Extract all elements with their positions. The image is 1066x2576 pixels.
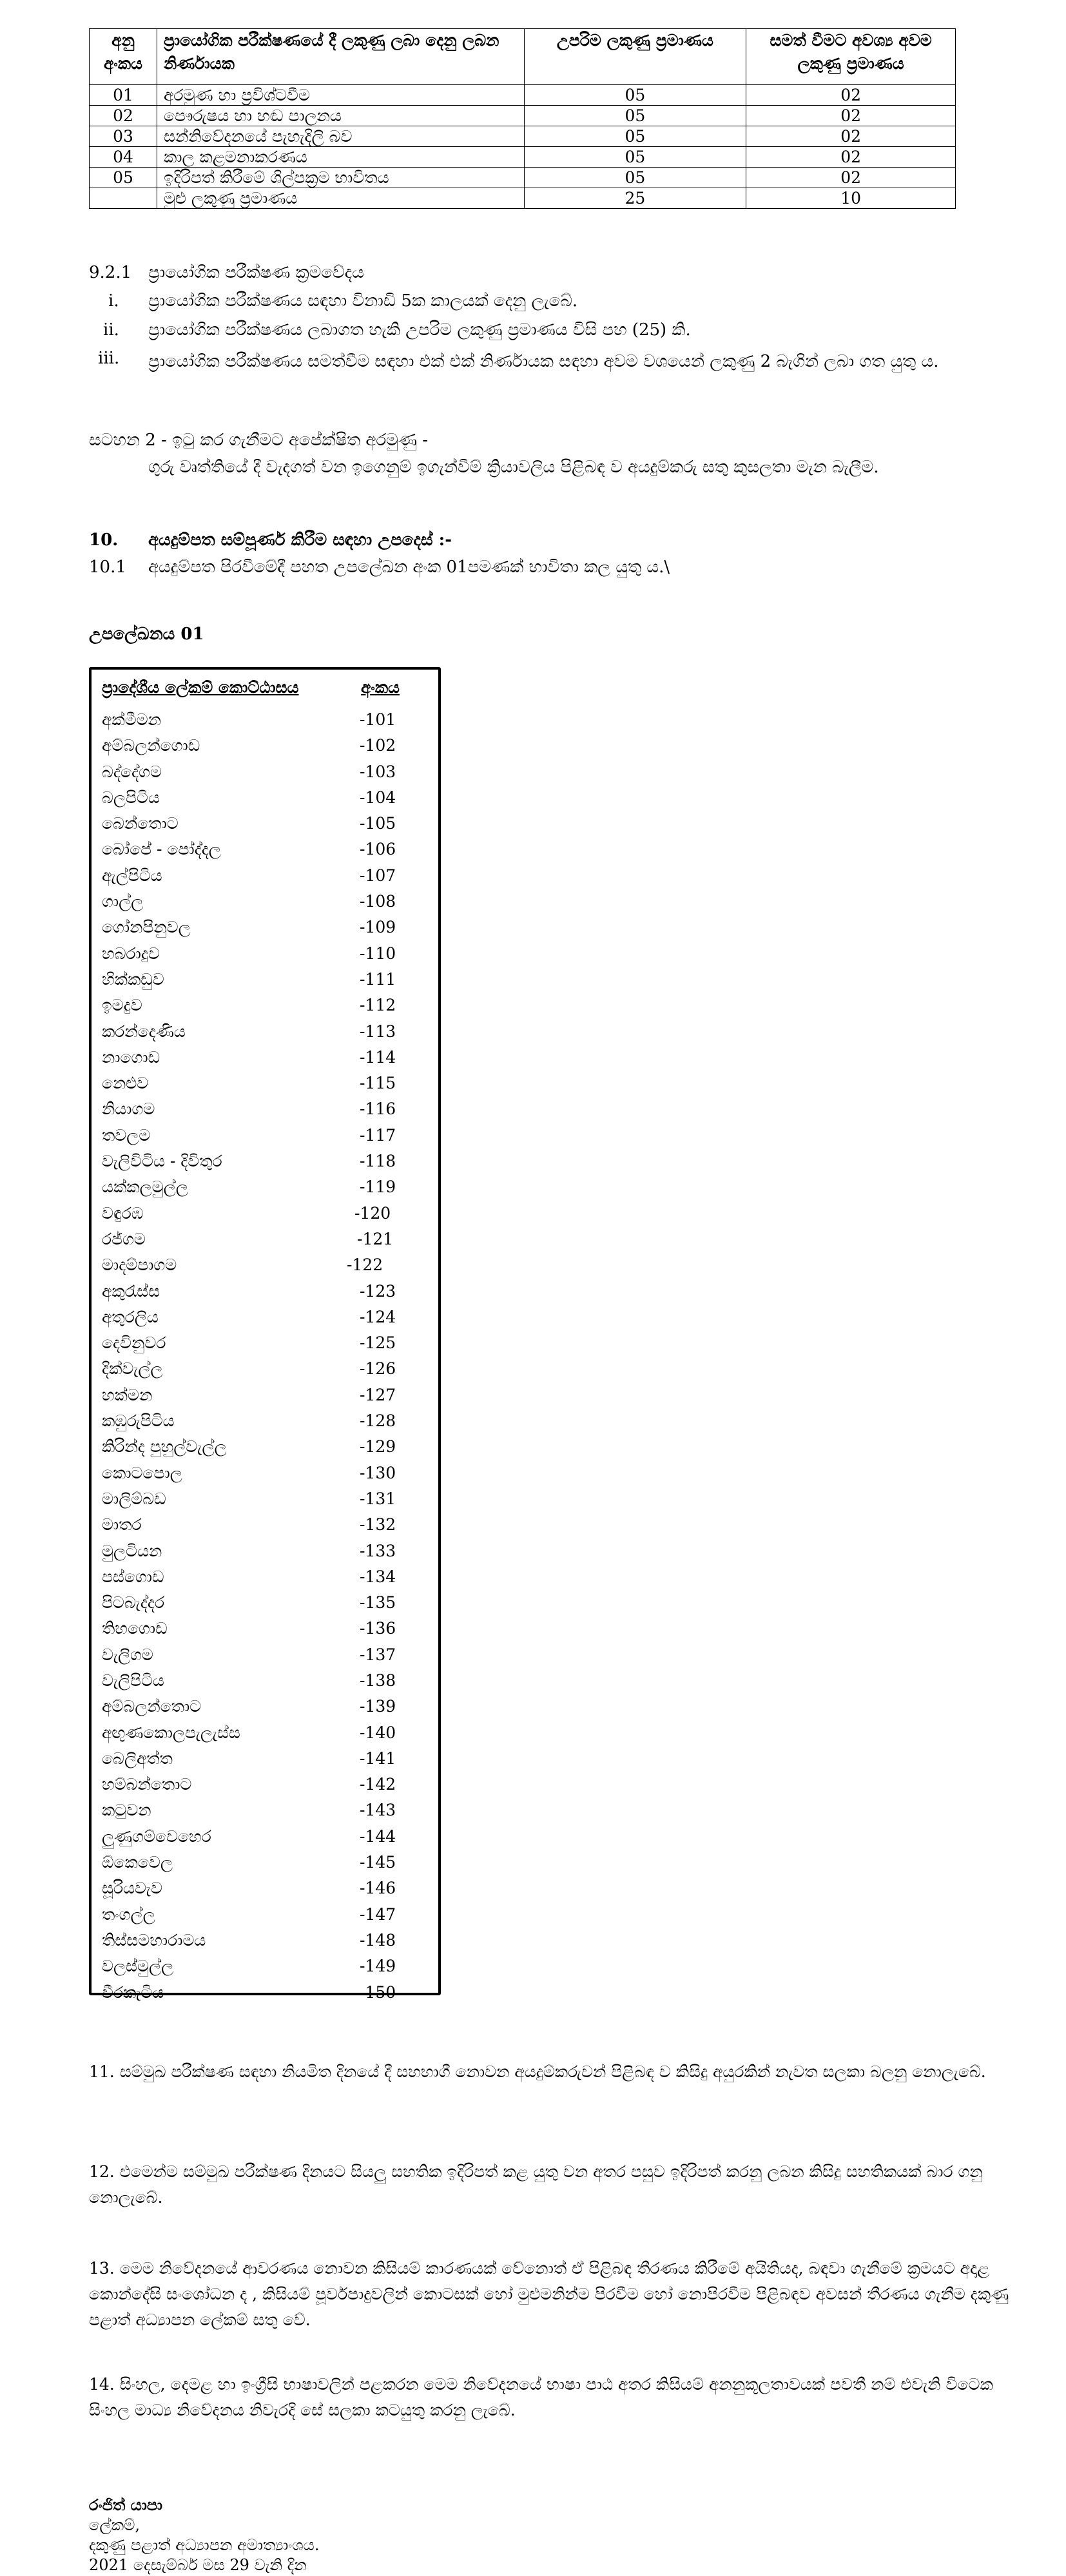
division-name: අම්බලන්ගොඩ — [102, 736, 200, 755]
appendix-row — [102, 1123, 437, 1148]
appendix-list — [102, 707, 437, 2006]
division-code: -114 — [360, 1047, 396, 1067]
appendix-row — [102, 811, 437, 837]
division-name: යක්කලමුල්ල — [102, 1177, 188, 1197]
division-code: -107 — [360, 866, 396, 885]
list-item-text: ප්‍රායෝගික පරීක්ෂණය සමත්වීම සඳහා එක් එක් නිර්ණායක සඳහා අවම වශයෙන් ලකුණු 2 බැගින් ලබා ගත යුතු ය. — [148, 352, 939, 371]
cell-min: 02 — [746, 168, 956, 188]
division-code: -140 — [360, 1723, 396, 1742]
section-921-heading: ප්‍රායෝගික පරීක්ෂණ ක්‍රමවේදය — [148, 263, 365, 282]
division-code: -126 — [360, 1359, 396, 1379]
appendix-row — [102, 1434, 437, 1460]
cell-criterion: අරමුණ හා ප්‍රවිශ්ටවීම — [157, 85, 524, 106]
cell-max: 05 — [524, 147, 746, 168]
appendix-row — [102, 1096, 437, 1122]
table-header-row — [90, 29, 956, 85]
division-code: -129 — [360, 1437, 396, 1457]
appendix-row — [102, 1980, 437, 2006]
division-name: තංගල්ල — [102, 1904, 155, 1924]
col-header-no: අනු අංකය — [90, 29, 157, 85]
appendix-row — [102, 1382, 437, 1408]
appendix-row — [102, 1902, 437, 1928]
division-code: -135 — [360, 1593, 396, 1612]
cell-no: 03 — [90, 126, 157, 147]
division-name: කඹුරුපිටිය — [102, 1411, 175, 1431]
cell-criterion: කාල කළමනාකරණය — [157, 147, 524, 168]
division-name: බෙන්තොට — [102, 814, 179, 833]
division-code: -109 — [360, 918, 396, 937]
division-code: -119 — [360, 1177, 396, 1197]
division-name: තිස්සමහාරාමය — [102, 1930, 206, 1950]
appendix-row — [102, 1330, 437, 1356]
appendix-row — [102, 707, 437, 733]
division-name: අඟුණකොලපැලැස්ස — [102, 1723, 240, 1742]
division-name: හික්කඩුව — [102, 969, 164, 989]
cell-min: 02 — [746, 106, 956, 126]
division-code: -104 — [360, 788, 396, 807]
appendix-row — [102, 1408, 437, 1434]
division-name: ඉමදුව — [102, 996, 142, 1015]
division-code: -118 — [360, 1152, 396, 1171]
division-code: -112 — [360, 996, 396, 1015]
appendix-row — [102, 1512, 437, 1538]
division-name: බෙලිඅත්ත — [102, 1748, 173, 1768]
appendix-row — [102, 837, 437, 862]
division-name: වැලිපිටිය — [102, 1671, 164, 1690]
appendix-row — [102, 759, 437, 785]
division-code: -150 — [360, 1982, 396, 2002]
appendix-row — [102, 1772, 437, 1797]
criteria-table — [89, 28, 956, 209]
division-code: -130 — [360, 1463, 396, 1482]
appendix-row — [102, 1226, 437, 1252]
division-code: -131 — [360, 1489, 396, 1508]
division-name: ගෝනපිනුවල — [102, 918, 191, 937]
section-101-text: අයදුම්පත පිරවීමේදී පහත උපලේඛන අංක 01පමණක් භාවිතා කල යුතු ය.\ — [148, 557, 670, 577]
section-10-number: 10. — [89, 530, 119, 550]
division-name: මාදම්පාගම — [102, 1255, 177, 1275]
appendix-row — [102, 1019, 437, 1045]
division-name: ඇල්පිටිය — [102, 866, 162, 885]
division-name: තිහගොඩ — [102, 1619, 168, 1638]
division-code: -148 — [360, 1930, 396, 1950]
appendix-row — [102, 863, 437, 889]
paragraph-14: 14. සිංහල, දෙමළ හා ඉංග්‍රීසි භාෂාවලින් පළකරන මෙම නිවේදනයේ භාෂා පාඨ අතර කිසියම් අනනුකූලතාවයක් පවතී නම් එවැනි විටෙක සිංහල මාධ්‍ය නිවේදනය නිවැරදි සේ සලකා කටයුතු කරනු ලැබේ. — [89, 2375, 993, 2419]
appendix-row — [102, 1668, 437, 1694]
division-code: -125 — [360, 1333, 396, 1353]
cell-max: 05 — [524, 126, 746, 147]
division-code: -108 — [360, 892, 396, 911]
division-name: ගාල්ල — [102, 892, 144, 911]
division-name: මුලටියන — [102, 1541, 162, 1560]
appendix-row — [102, 1564, 437, 1590]
appendix-row — [102, 1252, 437, 1278]
paragraph-13: 13. මෙම නිවේදනයේ ආවරණය නොවන කිසියම් කාරණයක් වේනොත් ඒ පිළිබඳ තීරණය කිරීමේ අයිතියද, බඳවා ගැනීමේ ක්‍රමයට අදාළ කොන්දේසි සංශෝධන ද , කිසියම් පූර්වපාදුවලින් කොටසක් හෝ මුළුමනින්ම පිරවීම හෝ නොපිරවීම පිළිබඳව අවසන් තීරණය ගැනීම දකුණු පළාත් අධ්‍යාපන ලේකම් සතු වේ. — [89, 2259, 1009, 2329]
cell-min: 10 — [746, 188, 956, 209]
list-item-text: ප්‍රායෝගික පරීක්ෂණය සඳහා විනාඩි 5ක කාලයක් දෙනු ලැබේ. — [148, 291, 578, 311]
cell-criterion: මුළු ලකුණු ප්‍රමාණය — [157, 188, 524, 209]
stage2-title: සටහන 2 - ඉටු කර ගැනීමට අපේක්ෂිත අරමුණු - — [89, 431, 429, 450]
cell-max: 25 — [524, 188, 746, 209]
appendix-row — [102, 1045, 437, 1070]
division-code: -141 — [360, 1748, 396, 1768]
table-total-row — [90, 188, 956, 209]
appendix-row — [102, 1148, 437, 1174]
division-code: -106 — [360, 840, 396, 859]
division-name: හබරාදුව — [102, 944, 160, 963]
division-name: කරන්දෙණිය — [102, 1022, 186, 1041]
signature-date: 2021 දෙසැම්බර් මස 29 වැනි දින — [89, 2556, 307, 2574]
list-item-text: ප්‍රායෝගික පරීක්ෂණය ලබාගත හැකි උපරිම ලකුණු ප්‍රමාණය විසි පහ (25) කි. — [148, 320, 691, 340]
appendix-row — [102, 993, 437, 1018]
division-name: වඳුරඹ — [102, 1203, 144, 1223]
appendix-row — [102, 1279, 437, 1304]
appendix-row — [102, 1070, 437, 1096]
division-name: නෙළුව — [102, 1074, 149, 1093]
appendix-row — [102, 1797, 437, 1823]
col-header-min: සමත් වීමට අවශ්‍ය අවම ලකුණු ප්‍රමාණය — [746, 29, 956, 85]
division-name: කිරින්ද පුහුල්වැල්ල — [102, 1437, 227, 1457]
cell-no: 02 — [90, 106, 157, 126]
division-name: වැලිවිටිය - දිවිතුර — [102, 1152, 222, 1171]
appendix-row — [102, 1850, 437, 1875]
division-code: -102 — [360, 736, 396, 755]
division-name: අම්බලන්තොට — [102, 1697, 202, 1716]
division-code: -142 — [360, 1775, 396, 1794]
division-code: -124 — [360, 1307, 396, 1326]
cell-min: 02 — [746, 85, 956, 106]
division-name: දෙවිනුවර — [102, 1333, 166, 1353]
division-name: කොටපොල — [102, 1463, 182, 1482]
division-code: -115 — [360, 1074, 396, 1093]
list-item-number: i. — [108, 291, 119, 311]
appendix-row — [102, 1538, 437, 1564]
division-code: -134 — [360, 1567, 396, 1586]
appendix-row — [102, 1356, 437, 1382]
division-name: අක්මීමන — [102, 710, 161, 729]
appendix-row — [102, 1694, 437, 1719]
division-name: හක්මන — [102, 1385, 153, 1404]
appendix-row — [102, 1953, 437, 1979]
appendix-row — [102, 1486, 437, 1512]
cell-min: 02 — [746, 126, 956, 147]
division-name: වැලිගම — [102, 1645, 153, 1664]
division-name: නියාගම — [102, 1099, 155, 1119]
division-code: -111 — [360, 969, 396, 989]
appendix-col-code-header: අංකය — [361, 678, 400, 697]
division-code: -113 — [360, 1022, 396, 1041]
division-name: බෝපේ - පෝද්දල — [102, 840, 221, 859]
division-name: කටුවන — [102, 1801, 151, 1820]
appendix-row — [102, 1928, 437, 1953]
division-code: -122 — [347, 1255, 383, 1275]
division-name: වීරකැටිය — [102, 1982, 164, 2002]
division-name: පස්ගොඩ — [102, 1567, 164, 1586]
cell-max: 05 — [524, 106, 746, 126]
division-code: -117 — [360, 1125, 396, 1145]
signature-org: දකුණු පළාත් අධ්‍යාපන අමාත්‍යාංශය. — [89, 2536, 320, 2554]
division-name: අතුරලිය — [102, 1307, 159, 1326]
appendix-row — [102, 1174, 437, 1200]
appendix-col-name-header: ප්‍රාදේශීය ලේකම් කොට්ඨාසය — [102, 678, 299, 697]
division-code: -132 — [360, 1515, 396, 1535]
appendix-row — [102, 1201, 437, 1226]
division-code: -144 — [360, 1826, 396, 1846]
cell-no: 01 — [90, 85, 157, 106]
table-row — [90, 106, 956, 126]
paragraph-12: 12. එමෙන්ම සම්මුඛ පරීක්ෂණ දිනයට සියලු සහතික ඉදිරිපත් කළ යුතු වන අතර පසුව ඉදිරිපත් කරනු ලබන කිසිදු සහතිකයක් බාර ගනු නොලැබේ. — [89, 2162, 983, 2207]
division-code: -123 — [360, 1281, 396, 1301]
appendix-row — [102, 1304, 437, 1330]
table-row — [90, 147, 956, 168]
division-code: -121 — [357, 1229, 394, 1248]
appendix-row — [102, 1642, 437, 1668]
division-name: බද්දේගම — [102, 762, 162, 781]
cell-criterion: පෞරුෂය හා හඬ පාලනය — [157, 106, 524, 126]
section-921-number: 9.2.1 — [89, 263, 132, 282]
table-row — [90, 168, 956, 188]
division-code: -145 — [360, 1853, 396, 1872]
appendix-row — [102, 889, 437, 915]
cell-max: 05 — [524, 168, 746, 188]
division-name: අකුරැස්ස — [102, 1281, 160, 1301]
col-header-max: උපරිම ලකුණු ප්‍රමාණය — [524, 29, 746, 85]
appendix-row — [102, 1875, 437, 1901]
division-code: -149 — [360, 1957, 396, 1976]
division-name: පිටබැද්දර — [102, 1593, 165, 1612]
division-name: දික්වැල්ල — [102, 1359, 163, 1379]
division-name: ඕකෙවෙල — [102, 1853, 173, 1872]
table-row — [90, 85, 956, 106]
division-name: හම්බන්තොට — [102, 1775, 192, 1794]
division-name: බලපිටිය — [102, 788, 160, 807]
cell-criterion: ඉදිරිපත් කිරීමේ ශිල්පක්‍රම භාවිතය — [157, 168, 524, 188]
division-code: -101 — [360, 710, 396, 729]
cell-no: 05 — [90, 168, 157, 188]
division-code: -128 — [360, 1411, 396, 1431]
section-101-number: 10.1 — [89, 557, 126, 577]
division-code: -110 — [360, 944, 396, 963]
list-item-number: iii. — [98, 349, 120, 368]
cell-no — [90, 188, 157, 209]
division-code: -136 — [360, 1619, 396, 1638]
appendix-row — [102, 967, 437, 993]
signature-title: ලේකම්, — [89, 2516, 141, 2534]
table-row — [90, 126, 956, 147]
division-code: -139 — [360, 1697, 396, 1716]
division-name: සූරියවැව — [102, 1879, 162, 1898]
cell-max: 05 — [524, 85, 746, 106]
appendix-row — [102, 785, 437, 811]
paragraph-11: 11. සම්මුඛ පරීක්ෂණ සඳහා නියමිත දිනයේ දී සහභාගී නොවන අයදුම්කරුවන් පිළිබඳ ව කිසිදු අයුරකින් නැවත සලකා බලනු නොලැබේ. — [89, 2062, 986, 2081]
appendix-row — [102, 1720, 437, 1746]
division-code: -133 — [360, 1541, 396, 1560]
appendix-row — [102, 1590, 437, 1616]
division-code: -143 — [360, 1801, 396, 1820]
division-name: තවලම — [102, 1125, 151, 1145]
division-name: රජ්ගම — [102, 1229, 146, 1248]
division-code: -120 — [354, 1203, 391, 1223]
division-code: -137 — [360, 1645, 396, 1664]
appendix-row — [102, 733, 437, 759]
division-name: නාගොඩ — [102, 1047, 160, 1067]
division-name: මාතර — [102, 1515, 142, 1535]
division-name: වලස්මුල්ල — [102, 1957, 174, 1976]
division-code: -146 — [360, 1879, 396, 1898]
cell-no: 04 — [90, 147, 157, 168]
appendix-row — [102, 1616, 437, 1641]
appendix-title: උපලේඛනය 01 — [89, 625, 204, 644]
appendix-row — [102, 1746, 437, 1772]
division-name: ලුණුගම්වෙහෙර — [102, 1826, 211, 1846]
division-code: -116 — [360, 1099, 396, 1119]
cell-min: 02 — [746, 147, 956, 168]
appendix-row — [102, 1460, 437, 1486]
cell-criterion: සන්නිවේදනයේ පැහැදිලි බව — [157, 126, 524, 147]
division-code: -138 — [360, 1671, 396, 1690]
section-10-title: අයදුම්පත සම්පූර්ණ කිරීම සඳහා උපදෙස් :- — [148, 530, 452, 550]
appendix-row — [102, 1824, 437, 1850]
appendix-row — [102, 941, 437, 967]
col-header-criterion: ප්‍රායෝගික පරීක්ෂණයේ දී ලකුණු ලබා දෙනු ලබන නිර්ණායක — [157, 29, 524, 85]
appendix-row — [102, 915, 437, 940]
division-code: -105 — [360, 814, 396, 833]
division-name: මාලිම්බඩ — [102, 1489, 166, 1508]
division-code: -147 — [360, 1904, 396, 1924]
division-code: -103 — [360, 762, 396, 781]
signature-name: රංජිත් යාපා — [89, 2495, 162, 2514]
division-code: -127 — [360, 1385, 396, 1404]
stage2-text: ගුරු වෘත්තියේ දී වැදගත් වන ඉගෙනුම් ඉගැන්වීම් ක්‍රියාවලිය පිළිබඳ ව අයදුම්කරු සතු කුසලතා මැන බැලීම. — [148, 458, 879, 477]
list-item-number: ii. — [103, 320, 119, 340]
